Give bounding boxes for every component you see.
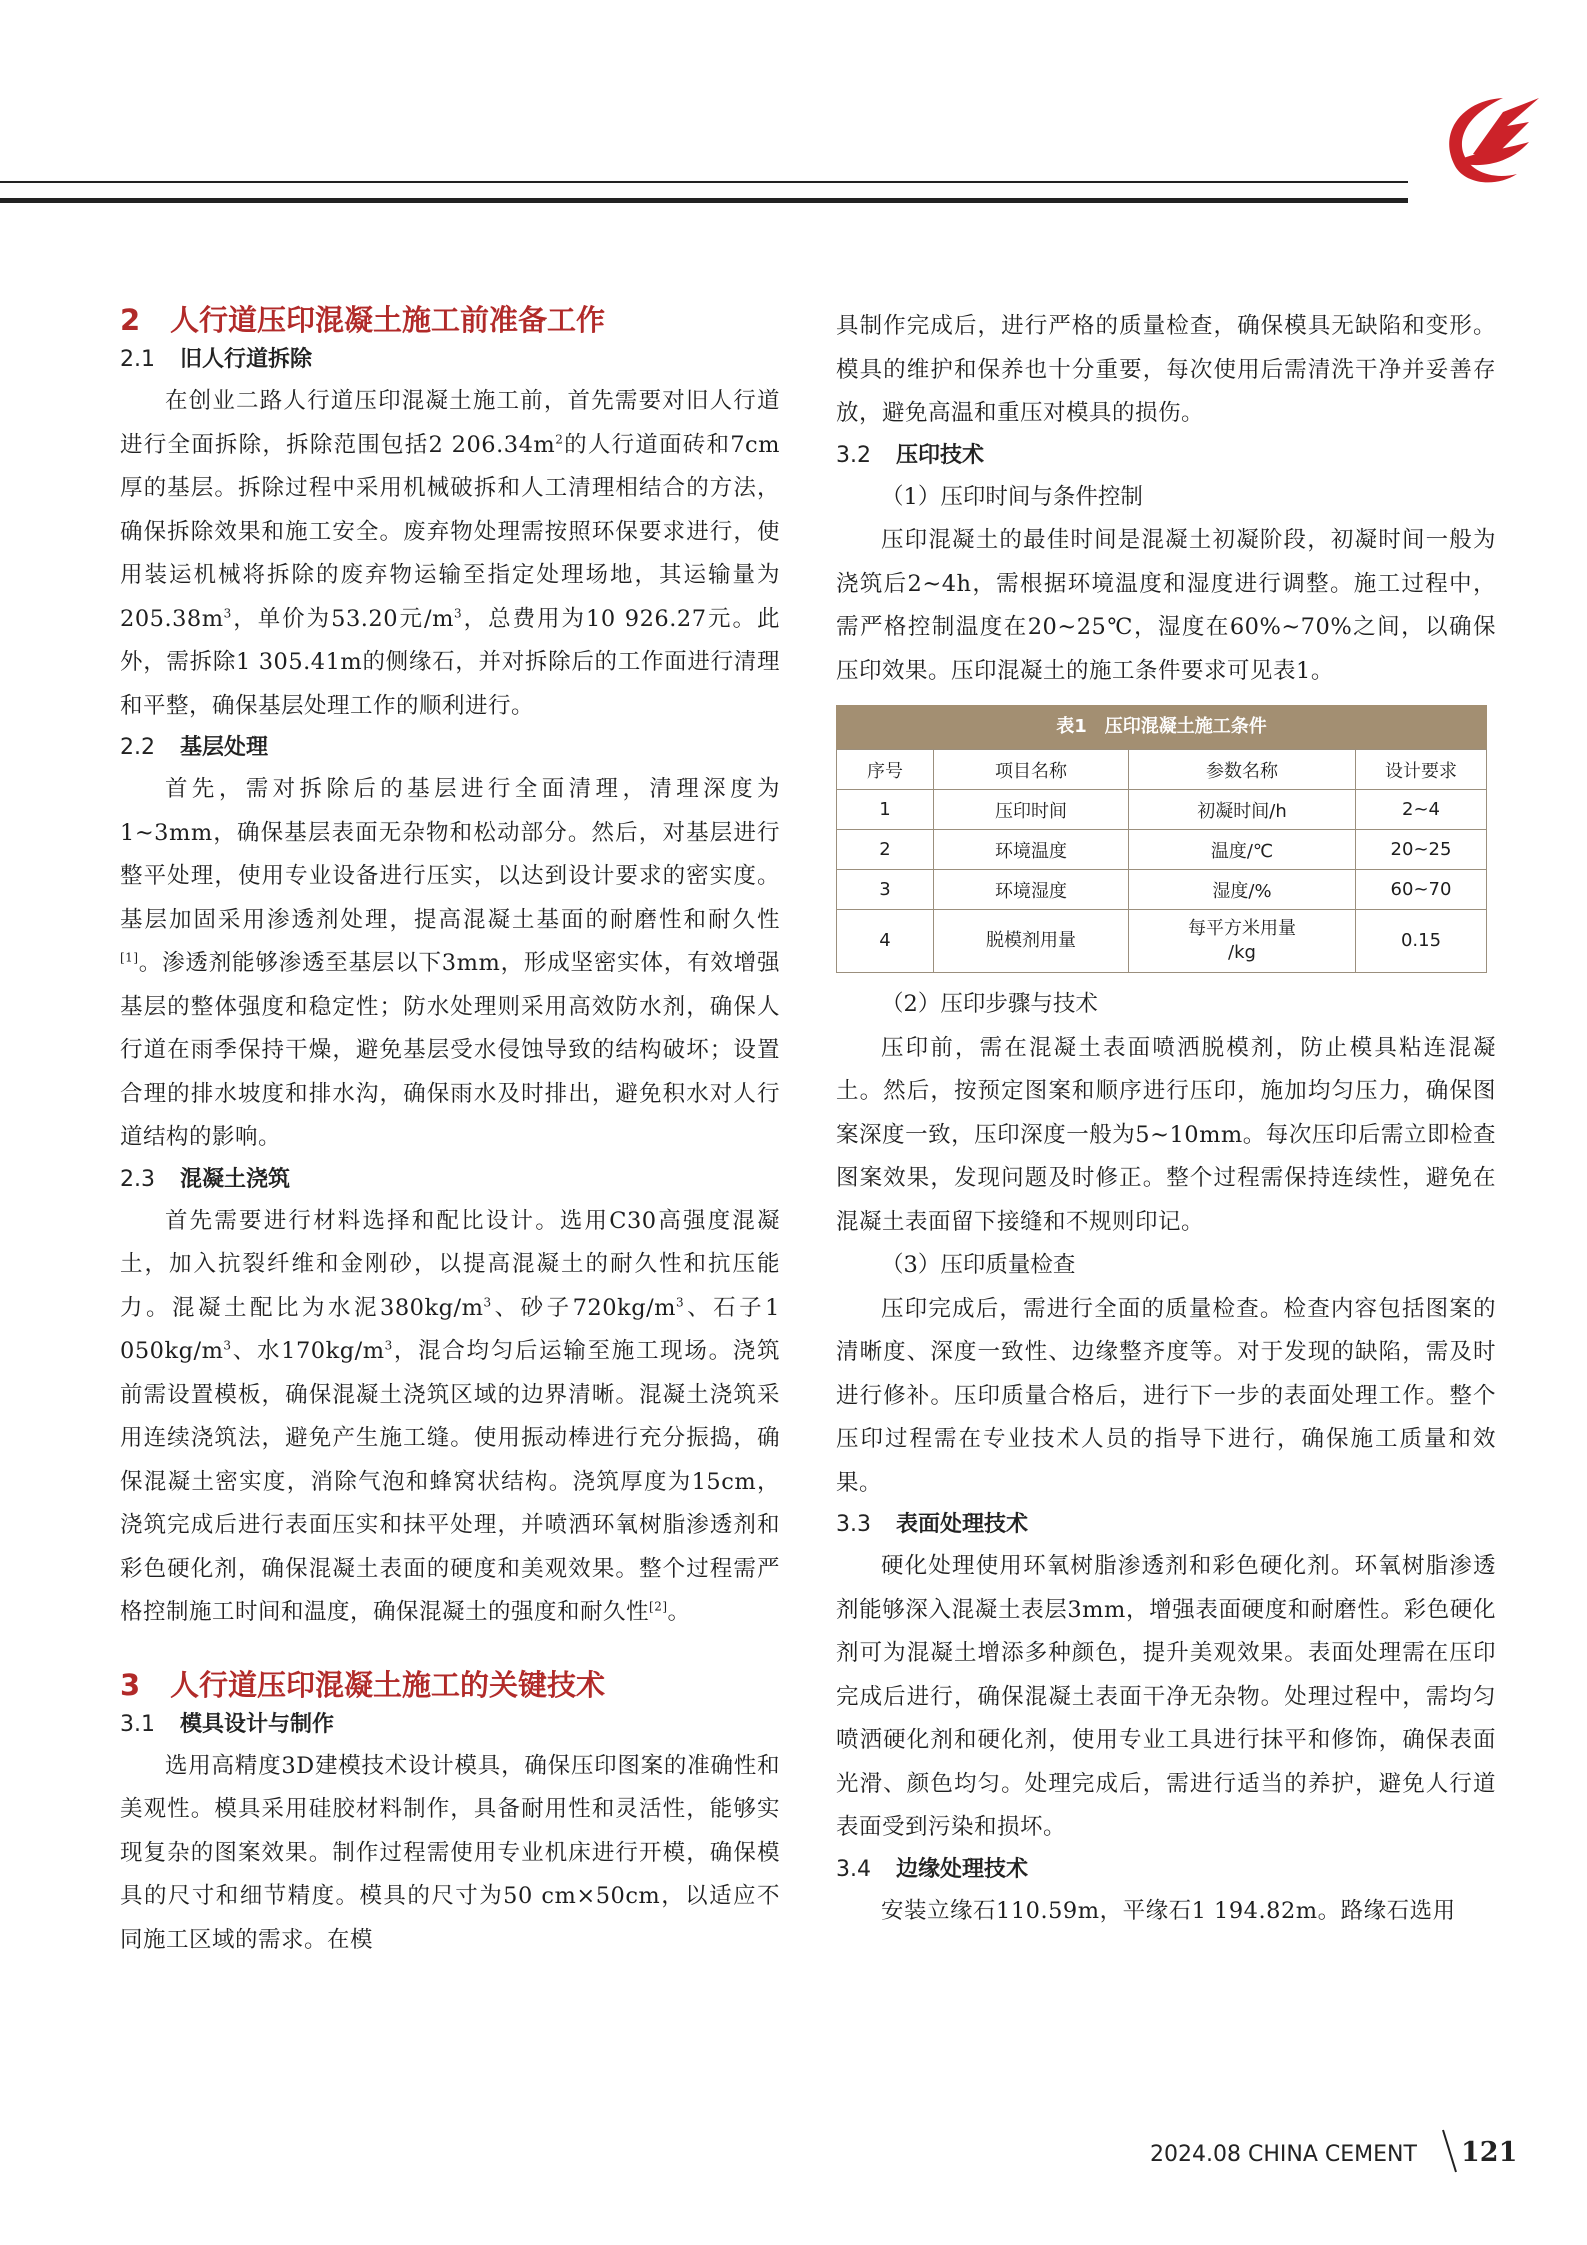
section-3-2-heading: 3.2 压印技术 (836, 442, 985, 468)
header-rule-thin (0, 181, 1408, 183)
section-3-1-paragraph-continued: 具制作完成后，进行严格的质量检查，确保模具无缺陷和变形。模具的维护和保养也十分重要，每次使用后需清洗干净并妥善存放，避免高温和重压对模具的损伤。 (836, 313, 1496, 426)
footer-journal-name: CHINA CEMENT (1247, 2142, 1417, 2167)
footer-issue: 2024.08 (1150, 2142, 1241, 2167)
table-cell: 环境温度 (934, 830, 1129, 870)
section-2-2-heading: 2.2 基层处理 (120, 735, 269, 760)
section-3-4-paragraph: 安装立缘石110.59m，平缘石1 194.82m。路缘石选用 (881, 1897, 1456, 1924)
table-cell: 温度/℃ (1129, 830, 1356, 870)
footer-journal-info (1150, 2142, 1417, 2167)
table-cell-line: /kg (1228, 942, 1256, 963)
table-cell: 4 (837, 910, 934, 973)
table-header-cell: 序号 (837, 750, 934, 790)
footer-divider-icon (1440, 2128, 1460, 2174)
section-2-3-heading: 2.3 混凝土浇筑 (120, 1166, 291, 1192)
table-cell: 初凝时间/h (1129, 790, 1356, 830)
table-header-cell: 参数名称 (1129, 750, 1356, 790)
section-2-heading: 2 人行道压印混凝土施工前准备工作 (120, 303, 606, 337)
page-number: 121 (1461, 2137, 1518, 2168)
table-caption: 表1 压印混凝土施工条件 (836, 705, 1487, 749)
subsection-heading-1: （1）压印时间与条件控制 (881, 483, 1143, 510)
table-cell: 3 (837, 870, 934, 910)
table-cell: 1 (837, 790, 934, 830)
section-3-2-paragraph-1: 压印混凝土的最佳时间是混凝土初凝阶段，初凝时间一般为浇筑后2~4h，需根据环境温度和湿度进行调整。施工过程中，需严格控制温度在20~25℃，湿度在60%~70%之间，以确保压印效果。压印混凝土的施工条件要求可见表1。 (836, 527, 1496, 684)
table-1 (836, 705, 1487, 973)
table-cell (1129, 910, 1356, 973)
right-column (836, 305, 1496, 1933)
table-cell: 压印时间 (934, 790, 1129, 830)
table-row (837, 910, 1487, 973)
subsection-heading-2: （2）压印步骤与技术 (881, 991, 1098, 1017)
table-cell: 0.15 (1356, 910, 1487, 973)
table-cell: 2 (837, 830, 934, 870)
left-column (120, 300, 780, 1962)
section-2-1-heading: 2.1 旧人行道拆除 (120, 347, 313, 372)
table-cell: 2~4 (1356, 790, 1487, 830)
section-3-3-paragraph: 硬化处理使用环氧树脂渗透剂和彩色硬化剂。环氧树脂渗透剂能够深入混凝土表层3mm，增强表面硬度和耐磨性。彩色硬化剂可为混凝土增添多种颜色，提升美观效果。表面处理需在压印完成后进行，确保混凝土表面干净无杂物。处理过程中，需均匀喷洒硬化剂和硬化剂，使用专业工具进行抹平和修饰，确保表面光滑、颜色均匀。处理完成后，需进行适当的养护，避免人行道表面受到污染和损坏。 (836, 1553, 1496, 1840)
table-cell: 20~25 (1356, 830, 1487, 870)
section-2-1-paragraph: 在创业二路人行道压印混凝土施工前，首先需要对旧人行道进行全面拆除，拆除范围包括2 $206.34m^2$的人行道面砖和7cm厚的基层。拆除过程中采用机械破拆和人工清理相结合的方法，确保拆除效果和施工安全。废弃物处理需按照环保要求进行，使用装运机械将拆除的废弃物运输至指定处理场地，其运输量为$205.38m^3$，单价为53.20元$/m^3$，总费用为10 926.27元。此外，需拆除1 305.41m的侧缘石，并对拆除后的工作面进行清理和平整，确保基层处理工作的顺利进行。 (120, 388, 780, 719)
header-rule-thick (0, 198, 1408, 203)
section-3-4-heading: 3.4 边缘处理技术 (836, 1856, 1029, 1882)
table-header-cell: 项目名称 (934, 750, 1129, 790)
table-header-cell: 设计要求 (1356, 750, 1487, 790)
table-cell: 环境湿度 (934, 870, 1129, 910)
journal-logo-icon (1433, 92, 1541, 192)
table-row (837, 790, 1487, 830)
section-gap (120, 1635, 780, 1665)
subsection-heading-3: （3）压印质量检查 (881, 1252, 1076, 1278)
table-row (837, 830, 1487, 870)
table-cell-line: 每平方米用量 (1188, 918, 1296, 939)
section-3-1-paragraph: 选用高精度3D建模技术设计模具，确保压印图案的准确性和美观性。模具采用硅胶材料制作，具备耐用性和灵活性，能够实现复杂的图案效果。制作过程需使用专业机床进行开模，确保模具的尺寸和细节精度。模具的尺寸为50 cm×50cm，以适应不同施工区域的需求。在模 (120, 1752, 780, 1953)
table-cell: 湿度/% (1129, 870, 1356, 910)
section-3-2-paragraph-2: 压印前，需在混凝土表面喷洒脱模剂，防止模具粘连混凝土。然后，按预定图案和顺序进行压印，施加均匀压力，确保图案深度一致，压印深度一般为5~10mm。每次压印后需立即检查图案效果，发现问题及时修正。整个过程需保持连续性，避免在混凝土表面留下接缝和不规则印记。 (836, 1034, 1496, 1235)
table-cell: 60~70 (1356, 870, 1487, 910)
table-header-row (837, 750, 1487, 790)
section-3-1-heading: 3.1 模具设计与制作 (120, 1711, 335, 1737)
section-2-2-paragraph: 首先，需对拆除后的基层进行全面清理，清理深度为1~3mm，确保基层表面无杂物和松动部分。然后，对基层进行整平处理，使用专业设备进行压实，以达到设计要求的密实度。基层加固采用渗透剂处理，提高混凝土基面的耐磨性和耐久性[1]。渗透剂能够渗透至基层以下3mm，形成坚密实体，有效增强基层的整体强度和稳定性；防水处理则采用高效防水剂，确保人行道在雨季保持干燥，避免基层受水侵蚀导致的结构破坏；设置合理的排水坡度和排水沟，确保雨水及时排出，避免积水对人行道结构的影响。 (120, 776, 780, 1150)
table-cell: 脱模剂用量 (934, 910, 1129, 973)
section-3-2-paragraph-3: 压印完成后，需进行全面的质量检查。检查内容包括图案的清晰度、深度一致性、边缘整齐度等。对于发现的缺陷，需及时进行修补。压印质量合格后，进行下一步的表面处理工作。整个压印过程需在专业技术人员的指导下进行，确保施工质量和效果。 (836, 1295, 1496, 1496)
section-3-3-heading: 3.3 表面处理技术 (836, 1512, 1029, 1537)
table-row (837, 870, 1487, 910)
section-3-heading: 3 人行道压印混凝土施工的关键技术 (120, 1667, 606, 1702)
section-2-3-paragraph: 首先需要进行材料选择和配比设计。选用C30高强度混凝土，加入抗裂纤维和金刚砂，以提高混凝土的耐久性和抗压能力。混凝土配比为水泥$380kg/m^3$、砂子$720kg/m^3$、石子1 $050kg/m^3$、水$170kg/m^3$，混合均匀后运输至施工现场。浇筑前需设置模板，确保混凝土浇筑区域的边界清晰。混凝土浇筑采用连续浇筑法，避免产生施工缝。使用振动棒进行充分振捣，确保混凝土密实度，消除气泡和蜂窝状结构。浇筑厚度为15cm，浇筑完成后进行表面压实和抹平处理，并喷洒环氧树脂渗透剂和彩色硬化剂，确保混凝土表面的硬度和美观效果。整个过程需严格控制施工时间和温度，确保混凝土的强度和耐久性[2]。 (120, 1207, 780, 1625)
